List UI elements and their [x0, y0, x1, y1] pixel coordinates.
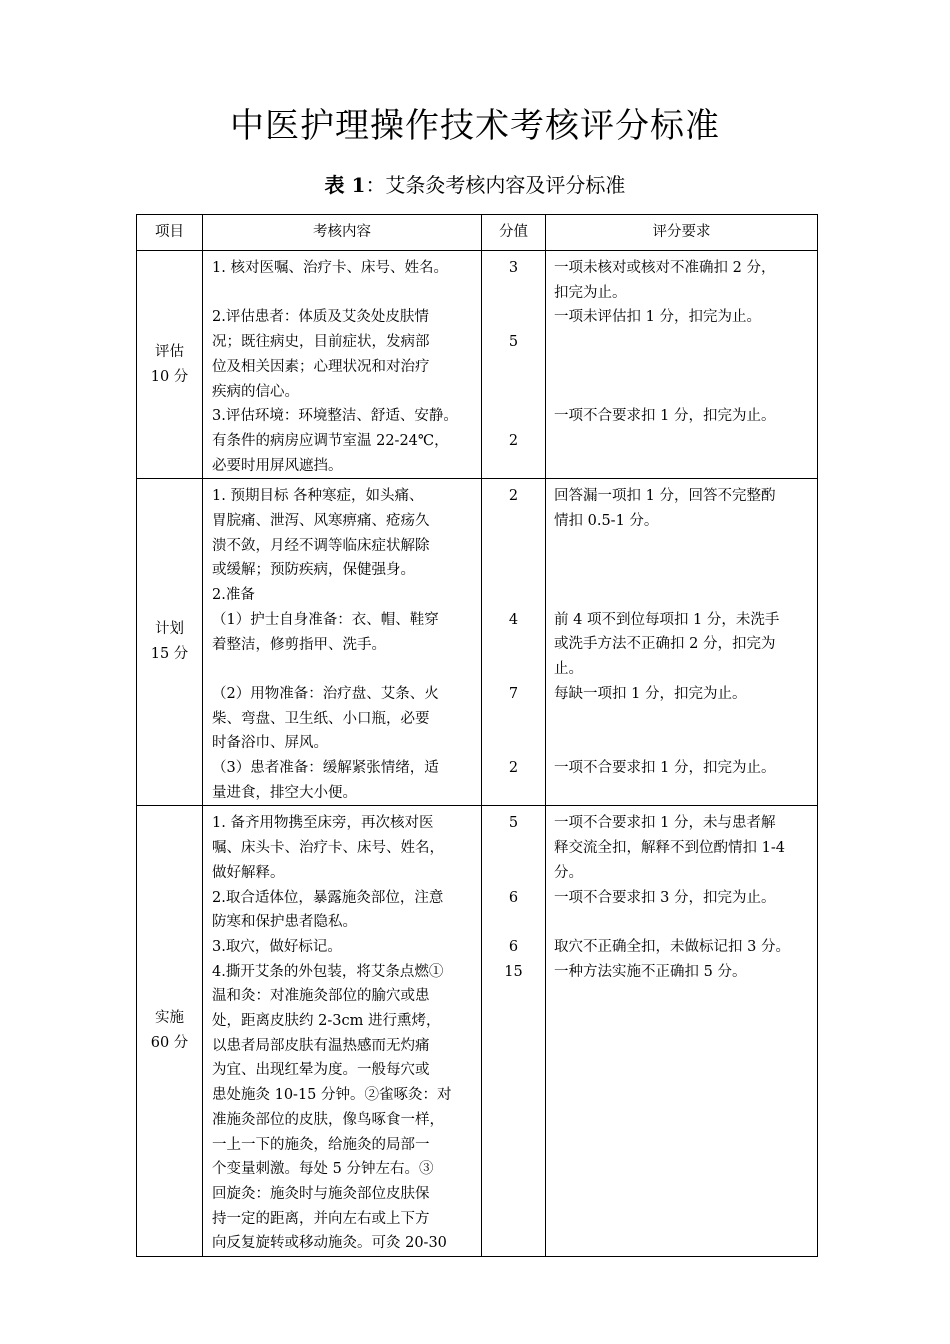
- blank-line: [482, 707, 545, 732]
- blank-line: [482, 1058, 545, 1083]
- blank-line: [482, 836, 545, 861]
- table-header-row: [137, 215, 818, 251]
- blank-line: [482, 1207, 545, 1232]
- blank-line: [554, 454, 811, 479]
- section-points: 10 分: [150, 368, 189, 385]
- blank-line: [482, 1009, 545, 1034]
- requirement-line: 止。: [554, 661, 583, 678]
- content-line: （3）患者准备：缓解紧张情绪，适: [212, 760, 439, 777]
- blank-line: [482, 583, 545, 608]
- blank-line: [212, 281, 475, 306]
- requirement-line: 或洗手方法不正确扣 2 分，扣完为: [554, 636, 776, 653]
- blank-line: [554, 583, 811, 608]
- blank-line: [482, 1132, 545, 1157]
- content-line: 胃脘痛、泄泻、风寒痹痛、疮疡久: [212, 513, 430, 530]
- table-number: 表 1: [324, 173, 366, 197]
- blank-line: [482, 632, 545, 657]
- table-caption: [0, 170, 950, 200]
- blank-line: [482, 305, 545, 330]
- requirement-line: 释交流全扣，解释不到位酌情扣 1-4: [554, 840, 785, 857]
- content-line: 柴、弯盘、卫生纸、小口瓶，必要: [212, 710, 430, 727]
- section-name: 评估: [155, 343, 184, 360]
- requirement-line: 情扣 0.5-1 分。: [554, 513, 659, 530]
- requirement-line: 取穴不正确全扣，未做标记扣 3 分。: [554, 938, 790, 955]
- blank-line: [554, 1182, 811, 1207]
- content-line: 位及相关因素；心理状况和对治疗: [212, 358, 430, 375]
- requirement-line: 一项不合要求扣 1 分，未与患者解: [554, 815, 776, 832]
- content-line: 1. 核对医嘱、治疗卡、床号、姓名。: [212, 260, 448, 276]
- content-line: 防寒和保护患者隐私。: [212, 914, 357, 931]
- table-row: [137, 251, 818, 479]
- requirement-line: 回答漏一项扣 1 分，回答不完整酌: [554, 488, 776, 505]
- score-value: 2: [508, 488, 519, 505]
- header-item: 项目: [137, 215, 203, 251]
- scoring-table: [136, 214, 818, 1257]
- table-row: [137, 806, 818, 1257]
- requirement-line: 分。: [554, 864, 583, 881]
- content-line: 3.评估环境：环境整洁、舒适、安静。: [212, 408, 458, 425]
- content-line: （2）用物准备：治疗盘、艾条、火: [212, 685, 439, 702]
- blank-line: [554, 1231, 811, 1256]
- score-value: 4: [508, 611, 519, 628]
- score-value: 5: [508, 334, 519, 351]
- blank-line: [554, 379, 811, 404]
- content-line: 2.准备: [212, 587, 255, 604]
- blank-line: [482, 1108, 545, 1133]
- blank-line: [554, 1083, 811, 1108]
- blank-line: [554, 1157, 811, 1182]
- content-line: 时备浴巾、屏风。: [212, 735, 328, 752]
- page-title: 中医护理操作技术考核评分标准: [230, 106, 720, 146]
- score-value: 7: [508, 685, 519, 702]
- requirement-line: 一项未评估扣 1 分，扣完为止。: [554, 309, 761, 326]
- content-line: 量进食，排空大小便。: [212, 784, 357, 801]
- requirement-line: 一项不合要求扣 1 分，扣完为止。: [554, 759, 776, 776]
- content-line: 以患者局部皮肤有温热感而无灼痛: [212, 1037, 430, 1054]
- blank-line: [482, 558, 545, 583]
- content-line: 1. 备齐用物携至床旁，再次核对医: [212, 815, 434, 832]
- content-line: 着整洁，修剪指甲、洗手。: [212, 636, 386, 653]
- blank-line: [554, 1207, 811, 1232]
- score-value: 3: [508, 260, 519, 276]
- content-line: 2.评估患者：体质及艾灸处皮肤情: [212, 309, 429, 326]
- content-line: 患处施灸 10-15 分钟。②雀啄灸：对: [212, 1087, 452, 1104]
- blank-line: [482, 509, 545, 534]
- blank-line: [482, 379, 545, 404]
- blank-line: [554, 558, 811, 583]
- score-value: 2: [508, 759, 519, 776]
- content-line: 况；既往病史，目前症状，发病部: [212, 334, 430, 351]
- blank-line: [482, 781, 545, 806]
- blank-line: [482, 534, 545, 559]
- content-line: 溃不敛，月经不调等临床症状解除: [212, 537, 430, 554]
- blank-line: [554, 1108, 811, 1133]
- requirement-line: 一项不合要求扣 3 分，扣完为止。: [554, 889, 776, 906]
- blank-line: [482, 1231, 545, 1256]
- content-line: 嘱、床头卡、治疗卡、床号、姓名，: [212, 840, 444, 857]
- blank-line: [554, 781, 811, 806]
- score-value: 6: [508, 938, 519, 955]
- requirement-line: 一种方法实施不正确扣 5 分。: [554, 963, 747, 980]
- score-cell: [482, 806, 546, 1257]
- blank-line: [212, 657, 475, 682]
- score-cell: [482, 251, 546, 479]
- content-line: 2.取合适体位，暴露施灸部位，注意: [212, 889, 444, 906]
- content-line: （1）护士自身准备：衣、帽、鞋穿: [212, 611, 439, 628]
- score-cell: [482, 479, 546, 806]
- requirement-line: 前 4 项不到位每项扣 1 分，未洗手: [554, 611, 780, 628]
- blank-line: [482, 910, 545, 935]
- blank-line: [482, 1157, 545, 1182]
- content-line: 个变量刺激。每处 5 分钟左右。③: [212, 1161, 434, 1178]
- content-line: 温和灸：对准施灸部位的腧穴或患: [212, 988, 430, 1005]
- content-line: 回旋灸：施灸时与施灸部位皮肤保: [212, 1185, 430, 1202]
- table-caption-text: ：艾条灸考核内容及评分标准: [365, 173, 626, 197]
- blank-line: [554, 1009, 811, 1034]
- content-line: 处，距离皮肤约 2-3cm 进行熏烤，: [212, 1013, 441, 1030]
- content-line: 一上一下的施灸，给施灸的局部一: [212, 1136, 430, 1153]
- requirement-cell: [546, 479, 818, 806]
- section-points: 60 分: [150, 1035, 189, 1052]
- requirement-line: 一项未核对或核对不准确扣 2 分，: [554, 260, 776, 276]
- blank-line: [482, 731, 545, 756]
- blank-line: [554, 1034, 811, 1059]
- content-cell: [203, 806, 482, 1257]
- blank-line: [482, 657, 545, 682]
- blank-line: [554, 1132, 811, 1157]
- content-line: 为宜、出现红晕为度。一般每穴或: [212, 1062, 430, 1079]
- blank-line: [554, 984, 811, 1009]
- blank-line: [554, 910, 811, 935]
- content-line: 疾病的信心。: [212, 383, 299, 400]
- blank-line: [554, 429, 811, 454]
- section-points: 15 分: [150, 646, 189, 663]
- section-item-cell: [137, 806, 203, 1257]
- blank-line: [482, 861, 545, 886]
- content-line: 4.撕开艾条的外包装，将艾条点燃①: [212, 963, 444, 980]
- content-line: 1. 预期目标 各种寒症，如头痛、: [212, 488, 424, 505]
- section-item-cell: [137, 251, 203, 479]
- content-cell: [203, 251, 482, 479]
- content-cell: [203, 479, 482, 806]
- blank-line: [554, 731, 811, 756]
- content-line: 持一定的距离，并向左右或上下方: [212, 1210, 430, 1227]
- requirement-line: 一项不合要求扣 1 分，扣完为止。: [554, 408, 776, 425]
- header-requirement: 评分要求: [546, 215, 818, 251]
- blank-line: [482, 281, 545, 306]
- table-body: [137, 251, 818, 1257]
- blank-line: [554, 1058, 811, 1083]
- blank-line: [554, 707, 811, 732]
- table-row: [137, 479, 818, 806]
- blank-line: [482, 404, 545, 429]
- requirement-cell: [546, 806, 818, 1257]
- blank-line: [482, 1034, 545, 1059]
- requirement-cell: [546, 251, 818, 479]
- blank-line: [482, 355, 545, 380]
- blank-line: [482, 984, 545, 1009]
- section-name: 实施: [155, 1010, 184, 1027]
- header-score: 分值: [482, 215, 546, 251]
- score-value: 15: [504, 963, 523, 980]
- header-content: 考核内容: [203, 215, 482, 251]
- blank-line: [554, 534, 811, 559]
- blank-line: [482, 454, 545, 479]
- section-item-cell: [137, 479, 203, 806]
- content-line: 向反复旋转或移动施灸。可灸 20-30: [212, 1235, 447, 1252]
- blank-line: [554, 355, 811, 380]
- requirement-line: 每缺一项扣 1 分，扣完为止。: [554, 685, 747, 702]
- blank-line: [482, 1182, 545, 1207]
- blank-line: [482, 1083, 545, 1108]
- content-line: 3.取穴，做好标记。: [212, 938, 342, 955]
- score-value: 6: [508, 889, 519, 906]
- content-line: 有条件的病房应调节室温 22-24℃，: [212, 432, 449, 449]
- score-value: 5: [508, 815, 519, 832]
- content-line: 必要时用屏风遮挡。: [212, 457, 343, 474]
- score-value: 2: [508, 432, 519, 449]
- content-line: 做好解释。: [212, 864, 285, 881]
- blank-line: [554, 330, 811, 355]
- requirement-line: 扣完为止。: [554, 284, 627, 301]
- content-line: 或缓解；预防疾病，保健强身。: [212, 562, 415, 579]
- section-name: 计划: [155, 621, 184, 638]
- content-line: 准施灸部位的皮肤，像鸟啄食一样，: [212, 1111, 444, 1128]
